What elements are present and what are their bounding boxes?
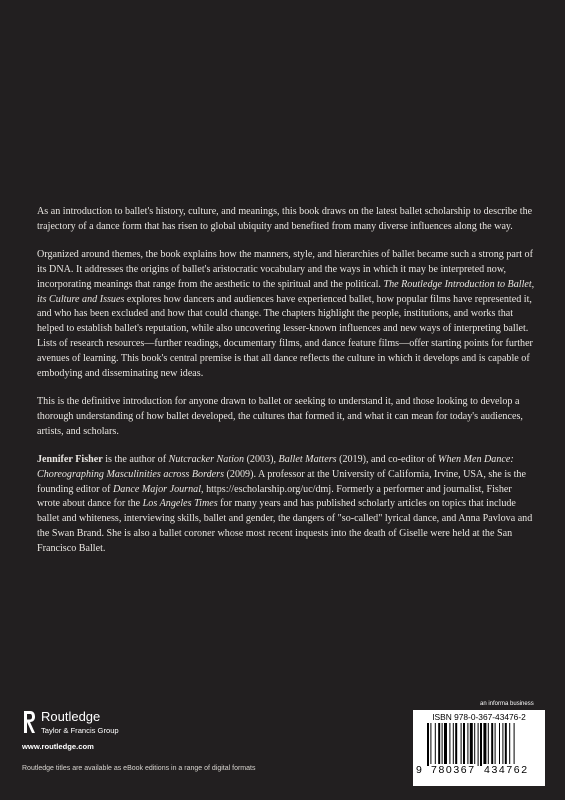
isbn-label: ISBN 978-0-367-43476-2 <box>432 712 526 722</box>
barcode-bar <box>483 723 486 766</box>
bio-journal: Dance Major Journal <box>112 483 202 495</box>
bio-text-5: , https://escholarship.org/uc/dmj. Formerly a performer and journalist, Fisher wrote about dance for the <box>37 483 512 510</box>
barcode-bar <box>438 723 440 766</box>
barcode-bar <box>467 723 468 766</box>
barcode-bar <box>449 723 450 766</box>
blurb-paragraph-audience: This is the definitive introduction for anyone drawn to ballet or seeking to understand it, and those looking to develop a thorough understanding of how ballet developed, the cultures that formed it, and what it can mean for today's audiences, artists, and scholars. <box>37 395 523 437</box>
bio-newspaper: Los Angeles Times <box>142 498 218 510</box>
isbn-barcode <box>413 710 545 786</box>
bio-text-1: is the author of <box>105 453 167 465</box>
barcode-bar <box>514 723 515 766</box>
barcode-bar <box>453 723 454 766</box>
barcode-bar <box>442 723 443 766</box>
routledge-logo-icon <box>22 710 36 734</box>
publisher-name: Routledge <box>41 709 101 724</box>
barcode-bar <box>470 723 473 766</box>
barcode-bar <box>474 723 475 766</box>
themes-text-b: explores how dancers and audiences have experienced ballet, how popular films have represented it, and who has been excluded and how that could change. The chapters highlight the people, institutions, and works that helped to establish ballet's reputation, while also uncovering lesser-known influences and new ways of interpreting ballet. Lists of research resources—further readings, documentary films, and dance feature films—offer starting points for further avenues of learning. This book's central premise is that all dance reflects the culture in which it develops and is capable of embodying and disseminating new ideas. <box>37 293 533 380</box>
barcode-bar <box>463 723 465 766</box>
barcode-bar <box>480 723 482 766</box>
barcode-bar <box>461 723 462 766</box>
blurb-paragraph-themes <box>37 248 537 382</box>
ebook-note: Routledge titles are available as eBook editions in a range of digital formats <box>22 765 256 772</box>
author-name: Jennifer Fisher <box>37 453 103 465</box>
publisher-subtitle: Taylor & Francis Group <box>41 726 119 735</box>
barcode-bar <box>435 723 436 766</box>
barcode-bar <box>478 723 479 766</box>
barcode-bar <box>430 723 431 766</box>
themes-text-a: Organized around themes, the book explains how the manners, style, and hierarchies of ballet became such a strong part of its DNA. It addresses the origins of ballet's aristocratic vocabulary and the ways in which it may be interpreted now, incorporating meanings that range from the aesthetic to the spiritual and the political. <box>37 248 533 290</box>
barcode-bar <box>509 723 510 766</box>
bio-text-2: (2003), <box>246 453 276 465</box>
barcode-bar <box>505 723 507 766</box>
publisher-url: www.routledge.com <box>22 742 94 751</box>
barcode-bar <box>499 723 500 766</box>
barcode-digits-left: 780367 <box>431 764 476 776</box>
bio-text-4: (2009). A professor at the University of California, Irvine, USA, she is the founding editor of <box>37 468 526 495</box>
barcode-bar <box>495 723 496 766</box>
barcode-bar <box>427 723 429 766</box>
author-bio <box>37 453 537 557</box>
bio-book-2: Ballet Matters <box>278 453 337 465</box>
barcode-bars <box>419 723 539 770</box>
barcode-digits-right: 434762 <box>484 764 529 776</box>
blurb-paragraph-intro: As an introduction to ballet's history, culture, and meanings, this book draws on the latest ballet scholarship to describe the trajectory of a dance form that has risen to global ubiquity and benefited from many diverse influences along the way. <box>37 206 533 232</box>
bio-text-3: (2019), and co-editor of <box>339 453 436 465</box>
bio-book-3: When Men Dance: Choreographing Masculinities across Borders <box>37 453 514 480</box>
book-title: The Routledge Introduction to Ballet, its Culture and Issues <box>37 278 535 305</box>
barcode-bar <box>502 723 503 766</box>
informa-tagline: an informa business <box>480 701 534 707</box>
bio-book-1: Nutcracker Nation <box>168 453 245 465</box>
barcode-digit-lead: 9 <box>416 764 422 776</box>
bio-text-6: for many years and has published scholarly articles on topics that include ballet and whiteness, interviewing skills, ballet and gender, the dangers of "so-called" lyrical dance, and Anna Pavlova and the Swan Brand. She is also a ballet coroner whose most recent inquests into the death of Giselle were held at the San Francisco Ballet. <box>37 498 533 555</box>
barcode-bar <box>491 723 493 766</box>
back-cover-blurb <box>37 205 537 570</box>
barcode-bar <box>455 723 457 766</box>
barcode-bar <box>488 723 489 766</box>
barcode-bar <box>444 723 447 766</box>
